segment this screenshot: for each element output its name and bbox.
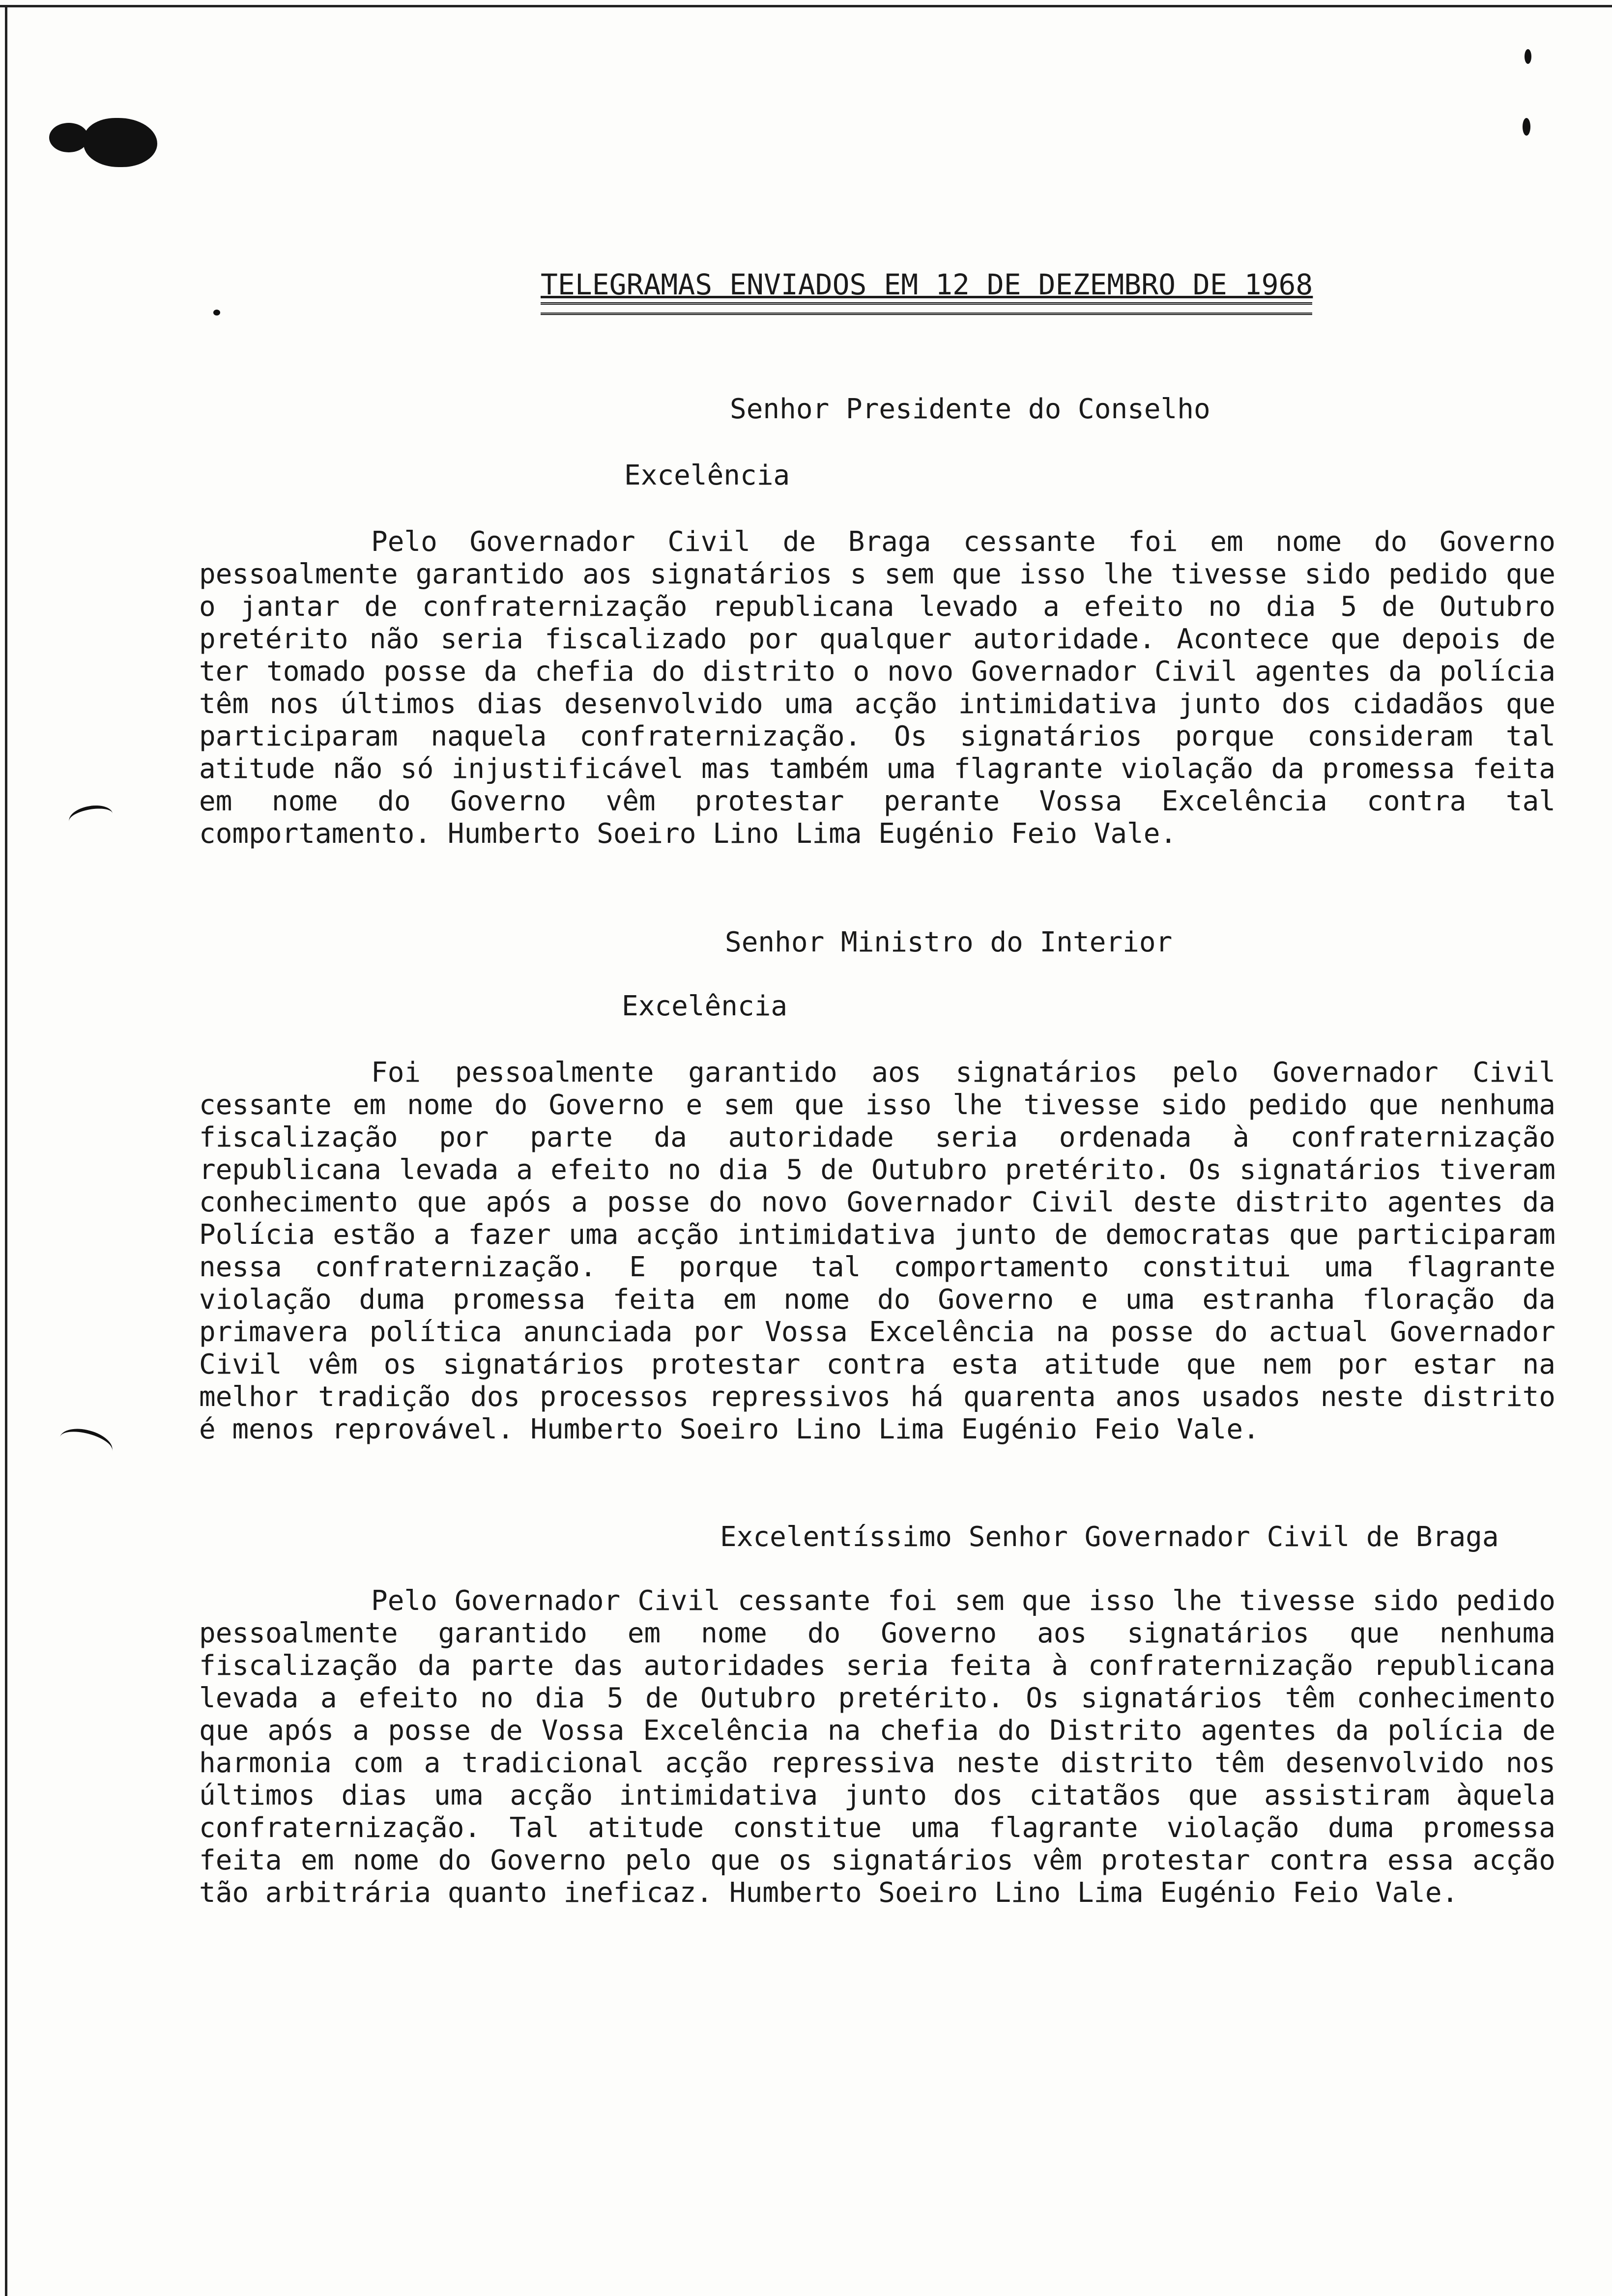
telegram-1-addressee: Senhor Presidente do Conselho <box>730 393 1210 425</box>
telegram-3-body-text: Pelo Governador Civil cessante foi sem que isso lhe tivesse sido pedido pessoalmente garantido em nome do Governo aos signatários que nenhuma fiscalização da parte das autoridades seria feita à confraternização republicana levada a efeito no dia 5 de Outubro pretérito. Os signatários têm conhecimento que após a posse de Vossa Excelência na chefia do Distrito agentes da polícia de harmonia com a tradicional acção repressiva neste distrito têm desenvolvido nos últimos dias uma acção intimidativa junto dos citatãos que assistiram àquela confraternização. Tal atitude constitue uma flagrante violação duma promessa feita em nome do Governo pelo que os signatários vêm protestar contra essa acção tão arbitrária quanto ineficaz. Humberto Soeiro Lino Lima Eugénio Feio Vale. <box>199 1585 1555 1909</box>
telegram-2-greeting: Excelência <box>622 990 788 1022</box>
page-edge-top <box>0 5 1612 7</box>
telegram-2-body <box>199 1057 1555 1446</box>
punch-hole-mark <box>1523 118 1530 136</box>
binding-hook-mark <box>67 803 115 833</box>
telegram-1-body-text: Pelo Governador Civil de Braga cessante foi em nome do Governo pessoalmente garantido aos signatários s sem que isso lhe tivesse sido pedido que o jantar de confraternização republicana levado a efeito no dia 5 de Outubro pretérito não seria fiscalizado por qualquer autoridade. Acontece que depois de ter tomado posse da chefia do distrito o novo Governador Civil agentes da polícia têm nos últimos dias desenvolvido uma acção intimidativa junto dos cidadãos que participaram naquela confraternização. Os signatários porque consideram tal atitude não só injustificável mas também uma flagrante violação da promessa feita em nome do Governo vêm protestar perante Vossa Excelência contra tal comportamento. Humberto Soeiro Lino Lima Eugénio Feio Vale. <box>199 526 1555 850</box>
punch-hole-mark <box>1525 49 1531 64</box>
document-title: TELEGRAMAS ENVIADOS EM 12 DE DEZEMBRO DE 1968 <box>541 268 1313 301</box>
telegram-1-body <box>199 526 1555 850</box>
telegram-2-addressee: Senhor Ministro do Interior <box>725 926 1173 958</box>
ink-speck-mark <box>213 310 220 316</box>
telegram-3-body <box>199 1585 1555 1909</box>
telegram-2-body-text: Foi pessoalmente garantido aos signatários pelo Governador Civil cessante em nome do Governo e sem que isso lhe tivesse sido pedido que nenhuma fiscalização por parte da autoridade seria ordenada à confraternização republicana levada a efeito no dia 5 de Outubro pretérito. Os signatários tiveram conhecimento que após a posse do novo Governador Civil deste distrito agentes da Polícia estão a fazer uma acção intimidativa junto de democratas que participaram nessa confraternização. E porque tal comportamento constitui uma flagrante violação duma promessa feita em nome do Governo e uma estranha floração da primavera política anunciada por Vossa Excelência na posse do actual Governador Civil vêm os signatários protestar contra esta atitude que nem por estar na melhor tradição dos processos repressivos há quarenta anos usados neste distrito é menos reprovável. Humberto Soeiro Lino Lima Eugénio Feio Vale. <box>199 1057 1555 1445</box>
binding-hook-mark <box>56 1424 115 1465</box>
ink-blot-mark <box>84 118 157 167</box>
ink-blot-mark <box>49 123 88 152</box>
telegram-1-greeting: Excelência <box>624 459 790 491</box>
title-double-underline <box>541 302 1312 315</box>
telegram-3-addressee: Excelentíssimo Senhor Governador Civil de Braga <box>720 1521 1499 1553</box>
page-edge-left <box>5 5 7 2296</box>
